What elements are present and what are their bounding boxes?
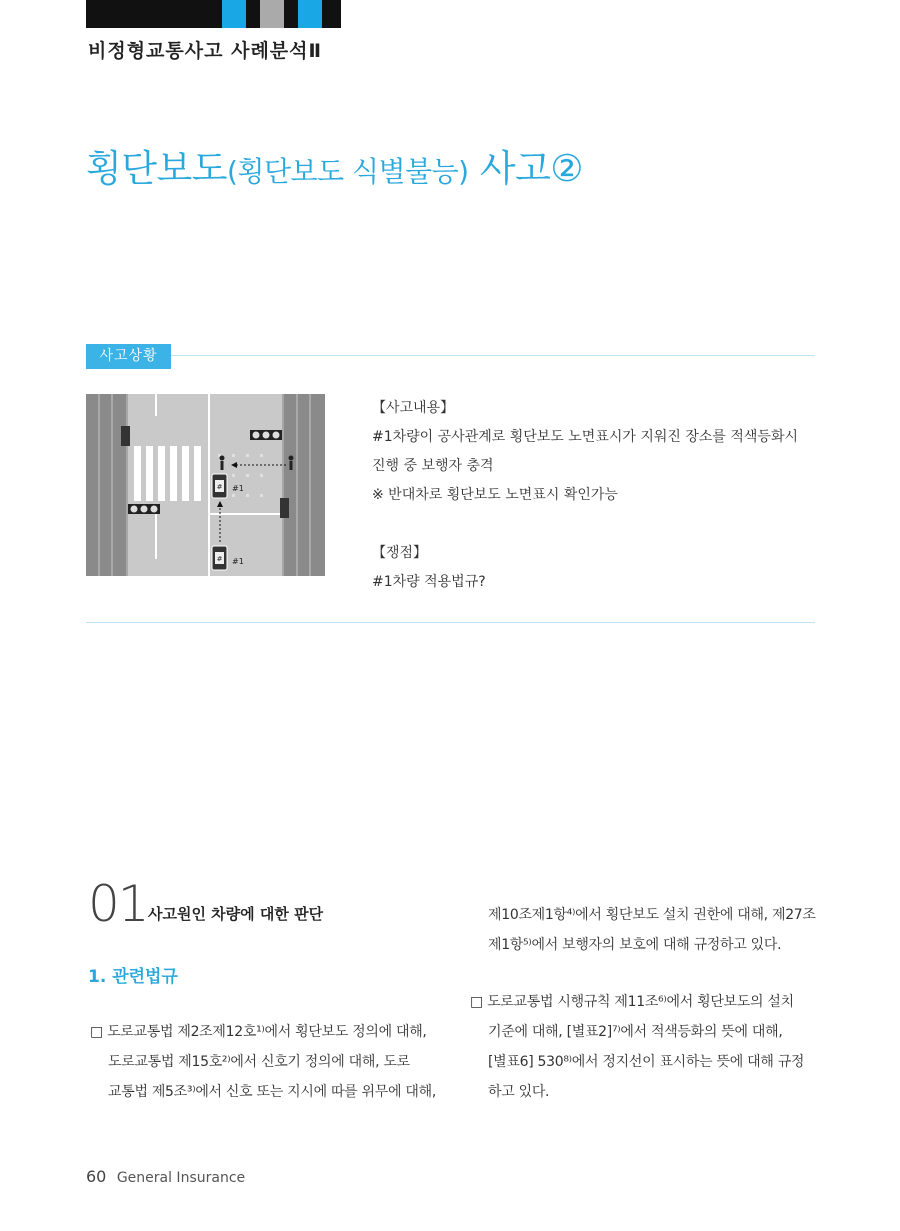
text-line: 제10조제1항⁴⁾에서 횡단보도 설치 권한에 대해, 제27조 [488,907,816,923]
text-line: 제1항⁵⁾에서 보행자의 보호에 대해 규정하고 있다. [488,937,782,953]
publication-name: General Insurance [116,1170,246,1186]
content-line: 진행 중 보행자 충격 [372,458,494,474]
right-column-text-b [470,987,816,1107]
text-line: 교통법 제5조³⁾에서 신호 또는 지시에 따를 위무에 대해, [108,1084,436,1100]
bar-seg [246,0,260,28]
text-line: □ 도로교통법 시행규칙 제11조⁶⁾에서 횡단보도의 설치 [470,994,794,1010]
bar-seg [298,0,322,28]
accident-diagram [86,394,325,576]
section-title: 비정형교통사고 사례분석Ⅱ [88,40,323,62]
issue-heading: 【쟁점】 [372,545,428,561]
text-line: 기준에 대해, [별표2]⁷⁾에서 적색등화의 뜻에 대해, [488,1024,783,1040]
page-number: 60 [86,1167,107,1186]
divider-top [171,355,815,356]
vehicle-label-1: #1 [232,484,244,493]
section-heading: 사고원인 차량에 대한 판단 [148,905,324,923]
content-line: ※ 반대차로 횡단보도 노면표시 확인가능 [372,487,618,503]
bar-seg [322,0,341,28]
section-number: 01 [88,875,148,933]
left-column-text [90,1017,435,1107]
bar-seg [222,0,246,28]
title-main: 횡단보도 [86,147,227,190]
page-title [86,138,583,192]
accident-description [372,394,817,597]
bar-seg [86,0,222,28]
text-line: [별표6] 530⁸⁾에서 정지선이 표시하는 뜻에 대해 규정 [488,1054,805,1070]
divider-bottom [86,622,815,623]
content-heading: 【사고내용】 [372,400,455,416]
right-column-text-a [470,900,816,960]
title-paren: (횡단보도 식별불능) [226,155,469,188]
text-line: 도로교통법 제15호²⁾에서 신호기 정의에 대해, 도로 [108,1054,410,1070]
bar-seg [260,0,284,28]
situation-tag: 사고상황 [86,344,171,369]
header-color-bar [86,0,341,28]
vehicle-glyph-2: # [216,555,223,563]
page-footer [86,1167,245,1186]
content-line: #1차량이 공사관계로 횡단보도 노면표시가 지워진 장소를 적색등화시 [372,429,799,445]
subsection-heading: 1. 관련법규 [88,967,178,987]
vehicle-label-2: #1 [232,557,244,566]
text-line: 하고 있다. [488,1084,550,1100]
vehicle-glyph-1: # [216,483,223,491]
text-line: □ 도로교통법 제2조제12호¹⁾에서 횡단보도 정의에 대해, [90,1024,427,1040]
title-tail: 사고② [479,147,584,190]
bar-seg [284,0,298,28]
issue-line: #1차량 적용법규? [372,574,486,590]
